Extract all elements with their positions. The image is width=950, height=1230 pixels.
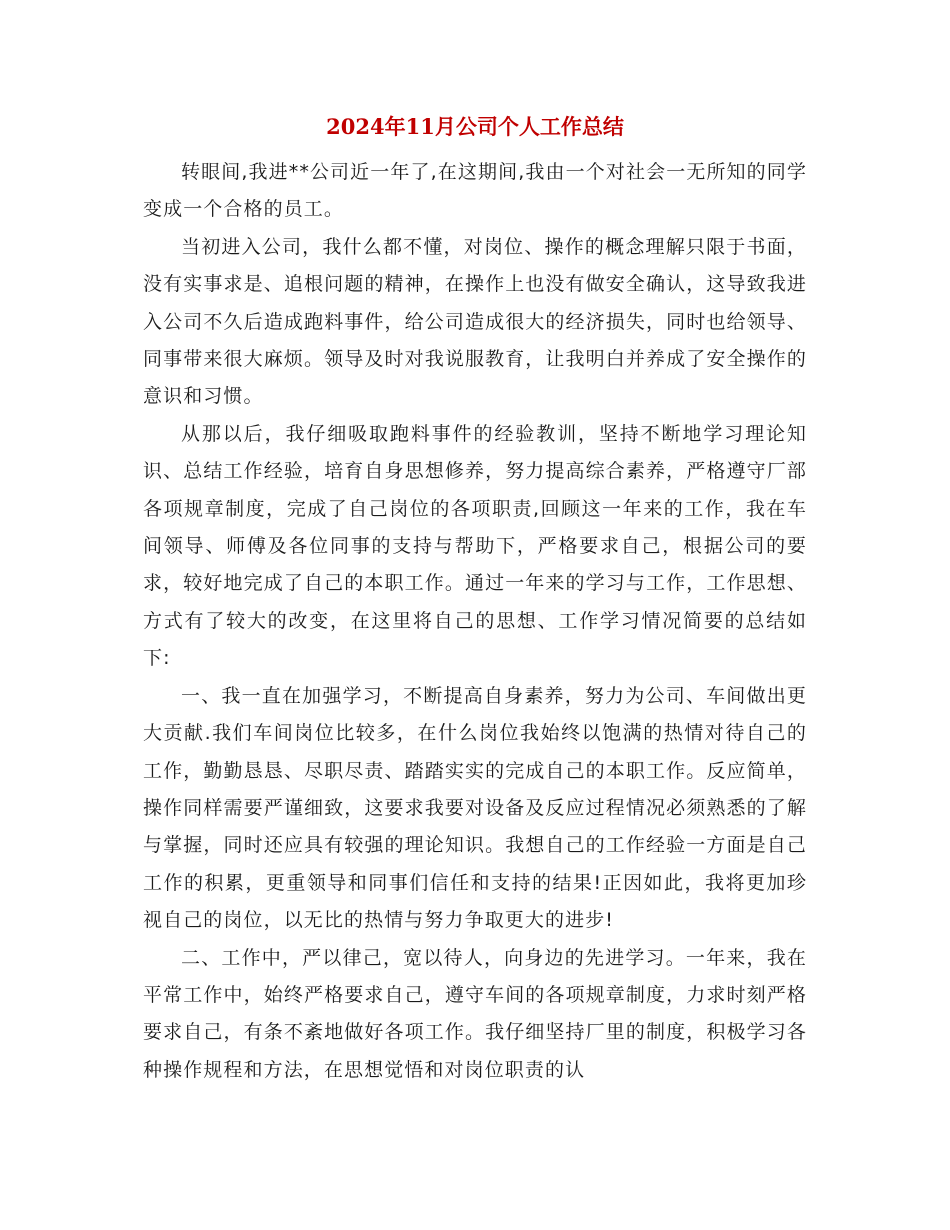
paragraph: 从那以后，我仔细吸取跑料事件的经验教训，坚持不断地学习理论知识、总结工作经验，培育自身思想修养，努力提高综合素养，严格遵守厂部各项规章制度，完成了自己岗位的各项职责,回顾这一年来的工作，我在车间领导、师傅及各位同事的支持与帮助下，严格要求自己，根据公司的要求，较好地完成了自己的本职工作。通过一年来的学习与工作，工作思想、方式有了较大的改变，在这里将自己的思想、工作学习情况简要的总结如下: [143, 422, 807, 670]
paragraph: 转眼间,我进**公司近一年了,在这期间,我由一个对社会一无所知的同学变成一个合格的员工。 [143, 161, 807, 221]
paragraph: 当初进入公司，我什么都不懂，对岗位、操作的概念理解只限于书面，没有实事求是、追根问题的精神，在操作上也没有做安全确认，这导致我进入公司不久后造成跑料事件，给公司造成很大的经济损失，同时也给领导、同事带来很大麻烦。领导及时对我说服教育，让我明白并养成了安全操作的意识和习惯。 [143, 235, 807, 408]
paragraph: 二、工作中，严以律己，宽以待人，向身边的先进学习。一年来，我在平常工作中，始终严格要求自己，遵守车间的各项规章制度，力求时刻严格要求自己，有条不紊地做好各项工作。我仔细坚持厂里的制度，积极学习各种操作规程和方法，在思想觉悟和对岗位职责的认 [143, 946, 807, 1081]
document-body [143, 154, 807, 1089]
document-title: 2024年11月公司个人工作总结 [326, 114, 624, 139]
paragraph: 一、我一直在加强学习，不断提高自身素养，努力为公司、车间做出更大贡献.我们车间岗位比较多，在什么岗位我始终以饱满的热情对待自己的工作，勤勤恳恳、尽职尽责、踏踏实实的完成自己的本职工作。反应简单，操作同样需要严谨细致，这要求我要对设备及反应过程情况必须熟悉的了解与掌握，同时还应具有较强的理论知识。我想自己的工作经验一方面是自己工作的积累，更重领导和同事们信任和支持的结果!正因如此，我将更加珍视自己的岗位，以无比的热情与努力争取更大的进步! [143, 684, 807, 932]
